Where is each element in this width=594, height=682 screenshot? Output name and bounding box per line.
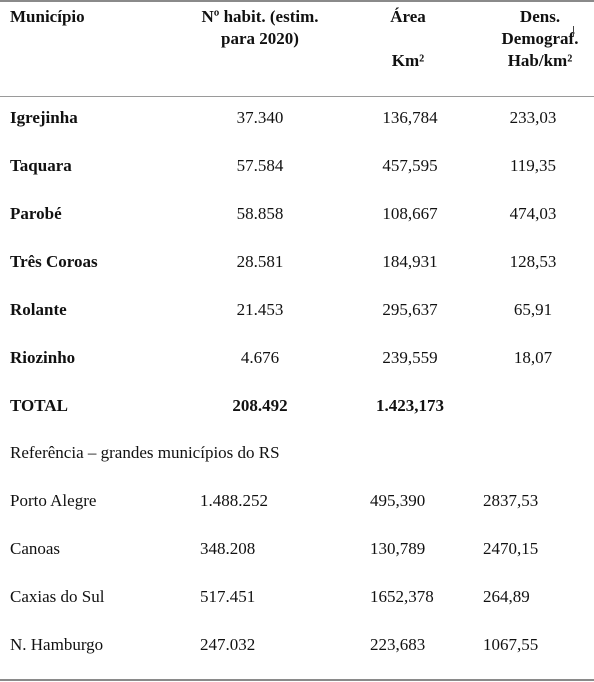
row-habitantes: 28.581	[236, 252, 284, 271]
row-name: Igrejinha	[10, 108, 78, 127]
reference-row	[0, 633, 594, 657]
row-densidade: 233,03	[509, 108, 557, 127]
ref-densidade: 264,89	[483, 587, 530, 606]
ref-area: 130,789	[370, 539, 426, 558]
ref-densidade: 2470,15	[483, 539, 539, 558]
ref-habitantes: 517.451	[200, 587, 256, 606]
row-densidade: 119,35	[509, 156, 557, 175]
header-municipio: Município	[10, 7, 85, 26]
row-name: Rolante	[10, 300, 67, 319]
table-row	[0, 250, 594, 274]
row-area: 184,931	[382, 252, 438, 271]
table-row	[0, 346, 594, 370]
ref-name: Canoas	[10, 539, 61, 558]
table-row	[0, 202, 594, 226]
reference-row	[0, 585, 594, 609]
header-separator-rule	[0, 96, 594, 97]
row-area: 239,559	[382, 348, 438, 367]
total-row	[0, 394, 594, 418]
row-area: 457,595	[382, 156, 438, 175]
ref-name: N. Hamburgo	[10, 635, 104, 654]
row-densidade: 65,91	[513, 300, 553, 319]
row-name: Três Coroas	[10, 252, 98, 271]
cell-divider-mark	[573, 26, 574, 36]
ref-area: 495,390	[370, 491, 426, 510]
header-habitantes: Nº habit. (estim. para 2020)	[201, 7, 319, 48]
header-area: Área Km²	[390, 7, 426, 70]
ref-habitantes: 348.208	[200, 539, 256, 558]
row-name: Parobé	[10, 204, 62, 223]
ref-area: 1652,378	[370, 587, 434, 606]
row-area: 136,784	[382, 108, 438, 127]
ref-densidade: 2837,53	[483, 491, 539, 510]
table-top-rule	[0, 0, 594, 2]
ref-habitantes: 247.032	[200, 635, 256, 654]
row-habitantes: 21.453	[236, 300, 284, 319]
row-name: Taquara	[10, 156, 72, 175]
table-row	[0, 106, 594, 130]
table-row	[0, 154, 594, 178]
ref-habitantes: 1.488.252	[200, 491, 268, 510]
total-area: 1.423,173	[376, 396, 444, 415]
ref-name: Caxias do Sul	[10, 587, 105, 606]
reference-row	[0, 489, 594, 513]
row-name: Riozinho	[10, 348, 76, 367]
header-densidade: Dens. Demograf. Hab/km²	[501, 7, 579, 70]
row-area: 108,667	[382, 204, 438, 223]
row-habitantes: 58.858	[236, 204, 284, 223]
reference-label: Referência – grandes municípios do RS	[10, 443, 280, 462]
row-densidade: 18,07	[513, 348, 553, 367]
row-densidade: 474,03	[509, 204, 557, 223]
reference-row	[0, 537, 594, 561]
ref-name: Porto Alegre	[10, 491, 97, 510]
row-habitantes: 4.676	[240, 348, 280, 367]
row-area: 295,637	[382, 300, 438, 319]
row-habitantes: 57.584	[236, 156, 284, 175]
row-habitantes: 37.340	[236, 108, 284, 127]
table-bottom-rule	[0, 679, 594, 681]
row-densidade: 128,53	[509, 252, 557, 271]
table-row	[0, 298, 594, 322]
ref-densidade: 1067,55	[483, 635, 539, 654]
total-label: TOTAL	[10, 396, 68, 415]
total-habitantes: 208.492	[232, 396, 288, 415]
ref-area: 223,683	[370, 635, 426, 654]
